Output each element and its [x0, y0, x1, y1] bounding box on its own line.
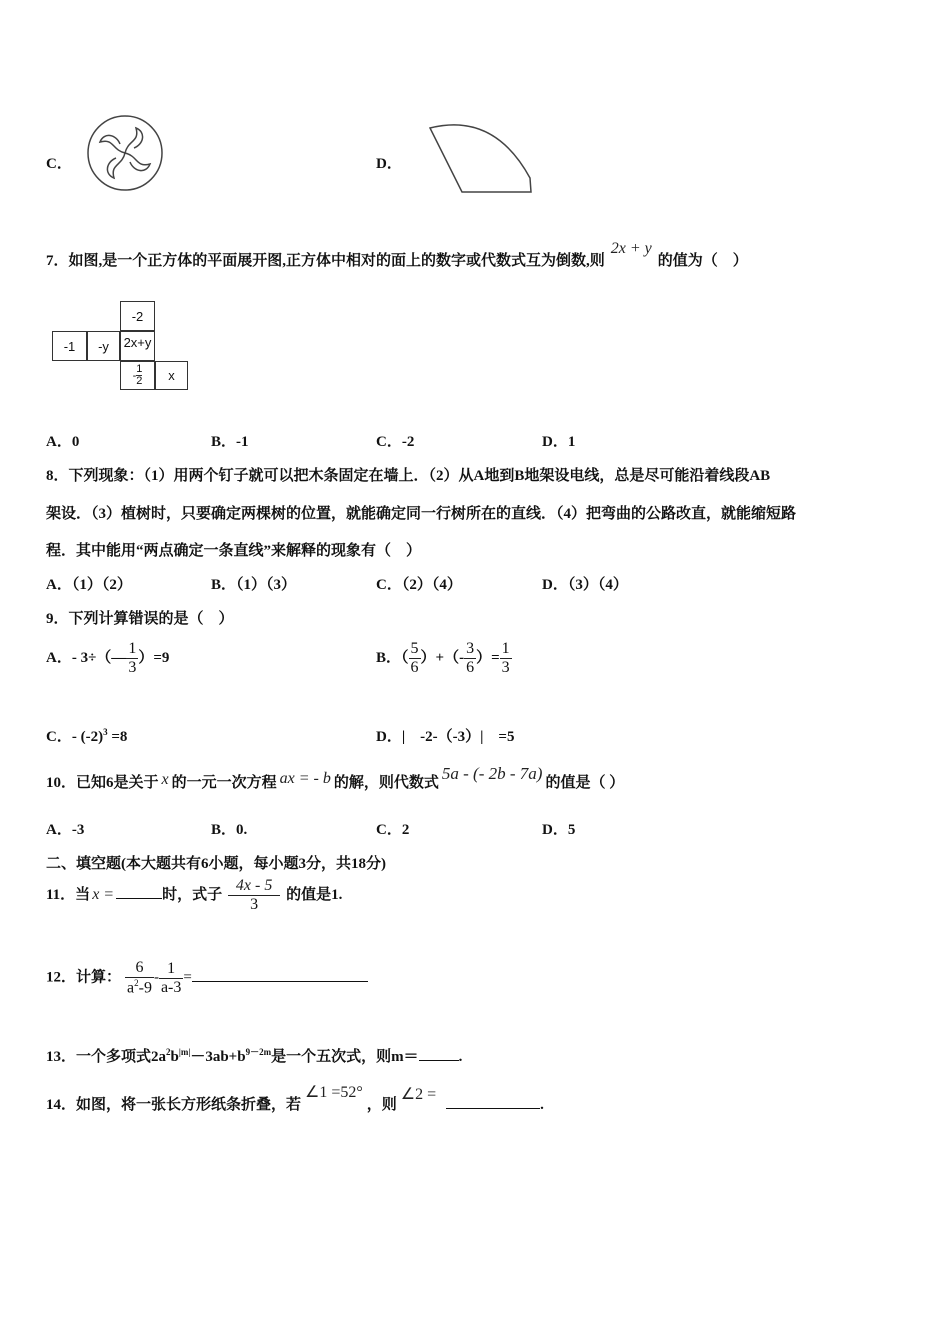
q9-option-d: D．| -2-（-3）| =5 — [376, 729, 515, 745]
q8-line2: 架设．（3）植树时，只要确定两棵树的位置，就能确定同一行树所在的直线．（4）把弯曲的公路改直，就能缩短路 — [46, 506, 797, 522]
q11-answer-blank[interactable] — [116, 884, 162, 899]
q8-line1: 8．下列现象：（1）用两个钉子就可以把木条固定在墙上．（2）从A地到B地架设电线，总是尽可能沿着线段AB — [46, 468, 771, 484]
q10-option-d: D．5 — [542, 822, 576, 838]
q14-stem: 14．如图，将一张长方形纸条折叠，若∠1 =52°，则∠2 =. — [46, 1084, 544, 1113]
pinwheel-figure — [84, 112, 166, 194]
net-cell-bottom: - 1 2 — [120, 361, 155, 390]
option-d-label: D． — [376, 156, 402, 172]
q12-answer-blank[interactable] — [192, 967, 368, 982]
q8-option-a: A．（1）（2） — [46, 577, 132, 593]
q8-option-d: D．（3）（4） — [542, 577, 628, 593]
net-cell-right: x — [155, 361, 188, 390]
q13-stem: 13．一个多项式$2a^2b^{|m|}-3ab+b^{9-2m}$是一个五次式，则m＝ . — [46, 1047, 463, 1065]
q9-option-a: A．- 3÷（— $\frac{1}{3}$ ）=9 — [46, 640, 170, 676]
section-title: 二、填空题(本大题共有6小题，每小题3分，共18分) — [46, 856, 386, 872]
q9-option-c: C．- $(-2)^3 =8$ — [46, 727, 128, 745]
net-cell-top: -2 — [120, 301, 155, 331]
q11-stem: 11．当 x = 时，式子 $\frac{4x - 5}{3}$ 的值是1. — [46, 877, 343, 913]
net-cell-center: 2x+y — [120, 331, 155, 361]
q8-line3: 程．其中能用“两点确定一条直线”来解释的现象有（ ） — [46, 543, 422, 559]
q7-expr: 2x + y — [610, 240, 652, 257]
q8-option-c: C．（2）（4） — [376, 577, 462, 593]
net-cell-left: -1 — [52, 331, 87, 361]
q8-option-b: B．（1）（3） — [211, 577, 297, 593]
q10-option-a: A．-3 — [46, 822, 85, 838]
q13-answer-blank[interactable] — [419, 1046, 459, 1061]
net-cell-mid: -y — [87, 331, 120, 361]
q10-option-c: C．2 — [376, 822, 410, 838]
option-c-label: C． — [46, 156, 72, 172]
q14-answer-blank[interactable] — [446, 1094, 540, 1109]
q7-option-c: C．-2 — [376, 434, 415, 450]
q9-option-b: B．（ $\frac{5}{6}$ ）+（- $\frac{3}{6}$ ）= $\frac{1}{3}$ — [376, 640, 510, 676]
q10-stem: 10．已知6是关于 x 的一元一次方程 ax = - b 的解，则代数式 5a - (- 2b - 7a) 的值是（ ） — [46, 764, 625, 791]
q12-stem: 12．计算： $\frac{6}{a^2-9}$ - $\frac{1}{a-3}$ = — [46, 959, 368, 997]
q7-option-d: D．1 — [542, 434, 576, 450]
q9-stem: 9．下列计算错误的是（ ） — [46, 611, 234, 627]
q7-option-a: A．0 — [46, 434, 80, 450]
q10-option-b: B．0. — [211, 822, 248, 838]
q7-option-b: B．-1 — [211, 434, 249, 450]
sector-figure — [424, 118, 536, 198]
q7-stem: 7．如图,是一个正方体的平面展开图,正方体中相对的面上的数字或代数式互为倒数,则2x + y的值为（ ） — [46, 240, 748, 269]
